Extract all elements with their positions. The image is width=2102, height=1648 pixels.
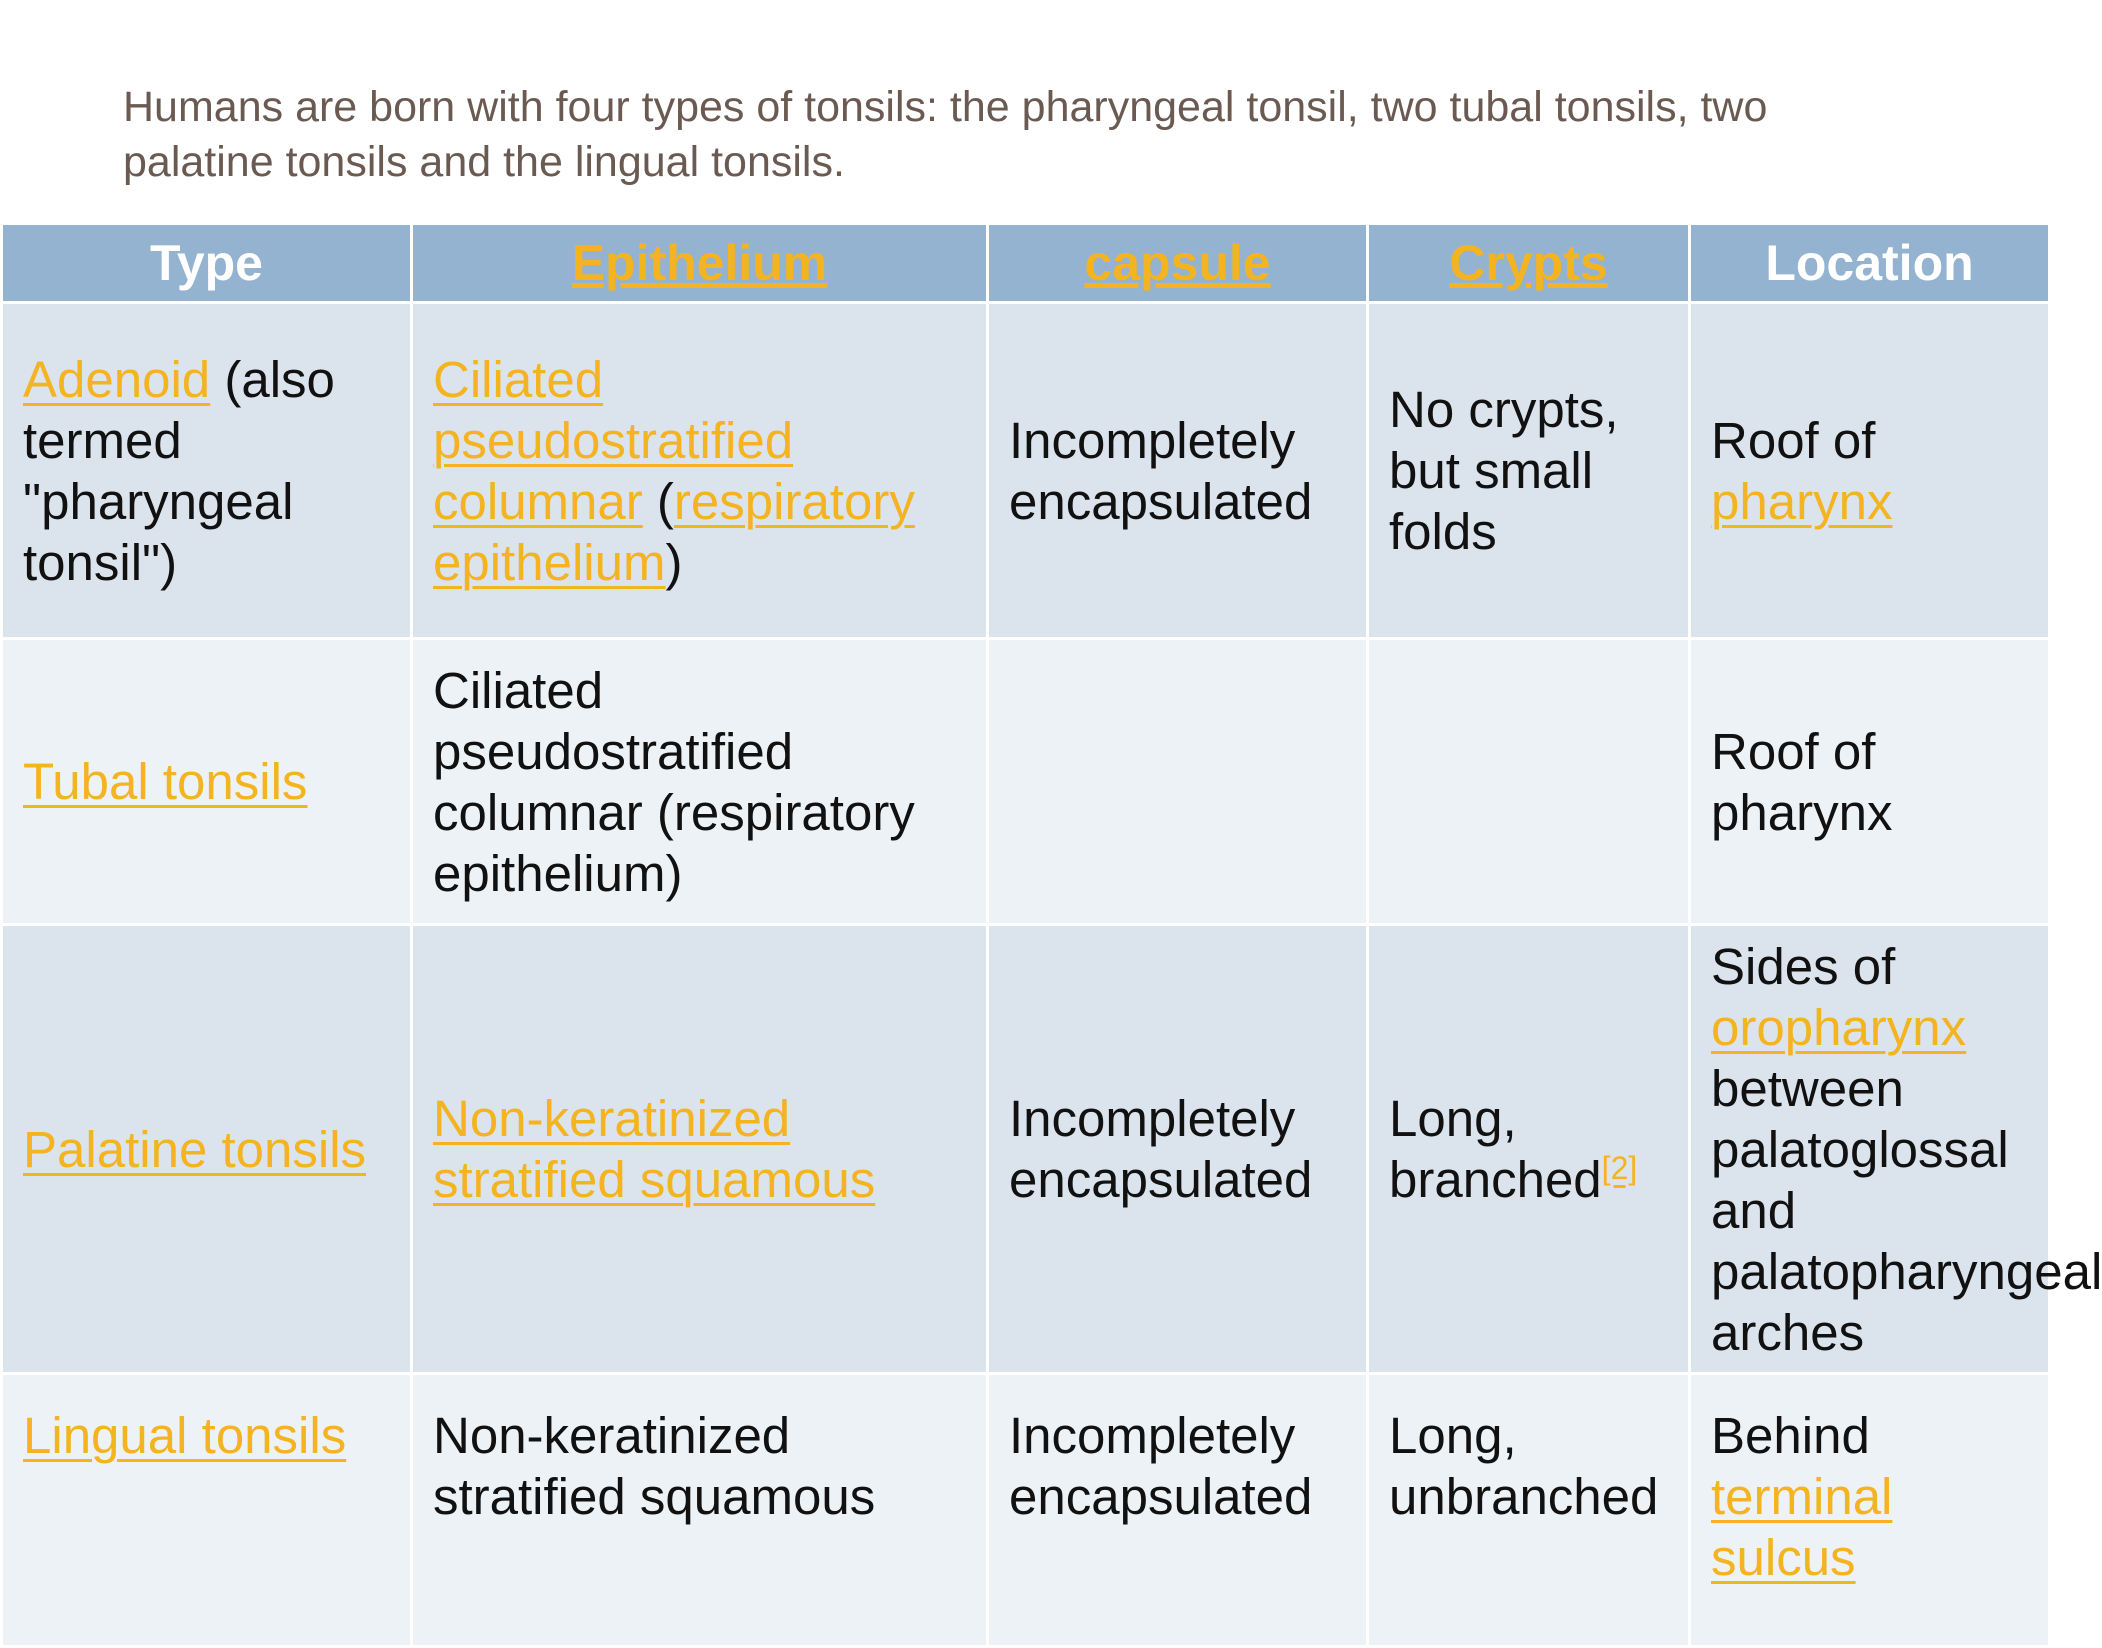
table-row <box>2 639 2050 925</box>
capsule-cell: Incompletely encapsulated <box>988 1374 1368 1647</box>
location-text: Sides of <box>1711 937 1896 995</box>
intro-text: Humans are born with four types of tonsils: the pharyngeal tonsil, two tubal tonsils, two palatine tonsils and the lingual tonsils. <box>123 83 1768 186</box>
header-crypts-link[interactable]: Crypts <box>1368 224 1690 303</box>
location-text: Roof of <box>1711 411 1876 469</box>
type-cell <box>2 925 412 1374</box>
epithelium-paren-open: ( <box>642 472 674 530</box>
adenoid-link[interactable]: Adenoid <box>23 350 211 408</box>
location-text: Behind <box>1711 1407 1870 1464</box>
epithelium-cell <box>412 925 988 1374</box>
epithelium-paren-close: ) <box>665 533 683 591</box>
capsule-cell: Incompletely encapsulated <box>988 925 1368 1374</box>
capsule-cell <box>988 639 1368 925</box>
non-keratinized-link[interactable]: Non-keratinized stratified squamous <box>433 1090 876 1208</box>
epithelium-cell <box>412 303 988 639</box>
type-cell <box>2 303 412 639</box>
crypts-cell <box>1368 639 1690 925</box>
location-cell <box>1690 303 2050 639</box>
tonsils-table <box>0 222 2102 1648</box>
crypts-cell: Long, unbranched <box>1368 1374 1690 1647</box>
oropharynx-link[interactable]: oropharynx <box>1711 998 1967 1056</box>
table-header-row <box>2 224 2050 303</box>
crypts-cell <box>1368 925 1690 1374</box>
location-cell <box>1690 925 2102 1374</box>
crypts-text: Long, branched <box>1389 1090 1602 1208</box>
pharynx-link[interactable]: pharynx <box>1711 472 1893 530</box>
type-cell <box>2 1374 412 1647</box>
palatine-tonsils-link[interactable]: Palatine tonsils <box>23 1120 367 1178</box>
lingual-tonsils-link[interactable]: Lingual tonsils <box>23 1407 347 1464</box>
crypts-cell: No crypts, but small folds <box>1368 303 1690 639</box>
epithelium-link[interactable]: Ciliated pseudostratified columnar <box>433 350 794 530</box>
location-text-rest: between palatoglossal and palatopharyngeal arches <box>1711 1059 2102 1361</box>
epithelium-cell: Non-keratinized stratified squamous <box>412 1374 988 1647</box>
reference-link[interactable]: [2] <box>1601 1150 1638 1186</box>
table-row <box>2 303 2050 639</box>
table-row <box>2 1374 2050 1647</box>
terminal-sulcus-link[interactable]: terminal sulcus <box>1711 1468 1893 1586</box>
type-cell <box>2 639 412 925</box>
tubal-tonsils-link[interactable]: Tubal tonsils <box>23 753 308 810</box>
respiratory-epithelium-link[interactable]: respiratory epithelium <box>433 472 915 591</box>
location-cell: Roof of pharynx <box>1690 639 2050 925</box>
header-type: Type <box>2 224 412 303</box>
location-cell <box>1690 1374 2050 1647</box>
epithelium-cell: Ciliated pseudostratified columnar (respiratory epithelium) <box>412 639 988 925</box>
capsule-cell: Incompletely encapsulated <box>988 303 1368 639</box>
type-note: (also termed "pharyngeal tonsil") <box>23 350 335 591</box>
header-capsule-link[interactable]: capsule <box>988 224 1368 303</box>
header-epithelium-link[interactable]: Epithelium <box>412 224 988 303</box>
header-location: Location <box>1690 224 2050 303</box>
table-row <box>2 925 2050 1374</box>
